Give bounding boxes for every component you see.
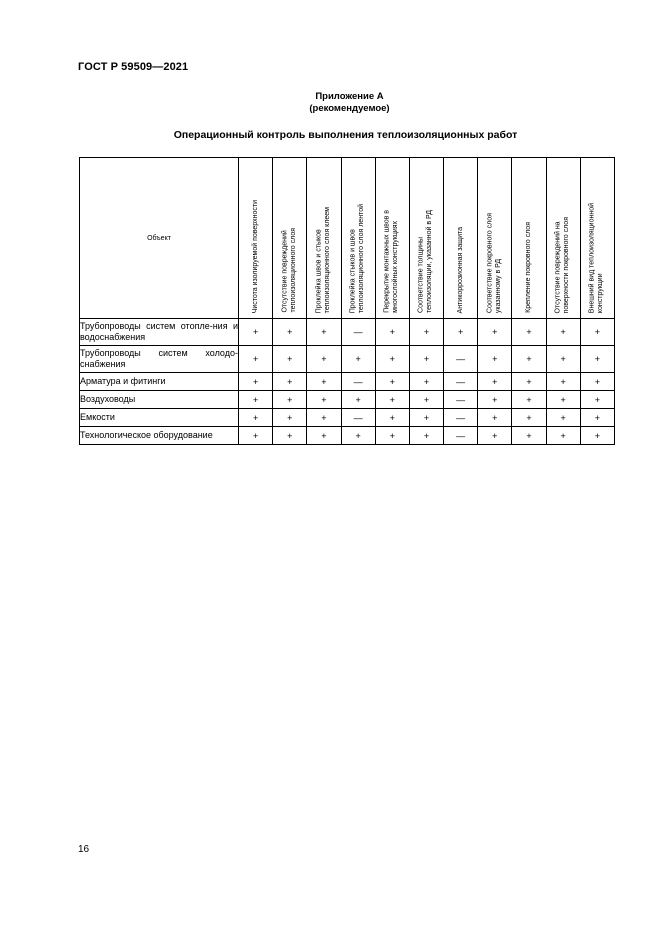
mark-cell: + (307, 319, 341, 346)
mark-cell: + (341, 391, 375, 409)
mark-cell: + (273, 409, 307, 427)
mark-cell: + (478, 427, 512, 445)
mark-cell: + (375, 409, 409, 427)
column-header-label: Чистота изолируемой поверхности (251, 199, 259, 313)
mark-cell: + (375, 319, 409, 346)
mark-cell: + (409, 409, 443, 427)
mark-cell: + (239, 373, 273, 391)
mark-cell: + (512, 319, 546, 346)
mark-cell: + (375, 391, 409, 409)
column-header (341, 158, 375, 319)
mark-cell: — (444, 373, 478, 391)
column-header-label: Проклейка швов и стыков теплоизоляционного слоя клеем (315, 206, 331, 313)
column-header-label: Крепление покровного слоя (524, 222, 532, 313)
mark-cell: + (478, 409, 512, 427)
mark-cell: + (273, 373, 307, 391)
object-cell: Трубопроводы систем отопле-ния и водоснабжения (80, 319, 239, 346)
mark-cell: + (444, 319, 478, 346)
column-header (478, 158, 512, 319)
mark-cell: + (512, 427, 546, 445)
mark-cell: + (273, 346, 307, 373)
mark-cell: + (239, 346, 273, 373)
mark-cell: + (546, 373, 580, 391)
mark-cell: + (580, 346, 614, 373)
mark-cell: + (546, 427, 580, 445)
mark-cell: — (341, 319, 375, 346)
table-row (80, 346, 615, 373)
mark-cell: + (307, 409, 341, 427)
table-row (80, 391, 615, 409)
mark-cell: + (375, 346, 409, 373)
column-header (375, 158, 409, 319)
mark-cell: + (580, 409, 614, 427)
mark-cell: + (273, 319, 307, 346)
mark-cell: + (478, 319, 512, 346)
column-header (444, 158, 478, 319)
mark-cell: + (307, 427, 341, 445)
mark-cell: — (444, 346, 478, 373)
mark-cell: + (409, 391, 443, 409)
mark-cell: + (546, 319, 580, 346)
mark-cell: + (512, 346, 546, 373)
table-title: Операционный контроль выполнения теплоизоляционных работ (173, 129, 518, 141)
mark-cell: + (409, 427, 443, 445)
mark-cell: + (239, 319, 273, 346)
mark-cell: + (478, 373, 512, 391)
table-row (80, 427, 615, 445)
table-row (80, 373, 615, 391)
column-header (273, 158, 307, 319)
document-code: ГОСТ Р 59509—2021 (78, 61, 189, 73)
mark-cell: + (546, 409, 580, 427)
mark-cell: + (307, 373, 341, 391)
column-header (307, 158, 341, 319)
mark-cell: + (273, 427, 307, 445)
annex-heading (0, 91, 661, 115)
mark-cell: + (580, 373, 614, 391)
annex-status: (рекомендуемое) (309, 103, 390, 114)
column-header (512, 158, 546, 319)
table-body (80, 319, 615, 445)
mark-cell: + (375, 373, 409, 391)
object-cell: Трубопроводы систем холодо-снабжения (80, 346, 239, 373)
mark-cell: + (409, 373, 443, 391)
column-header-label: Перекрытие монтажных швов в многослойных конструкциях (383, 210, 400, 313)
column-header-label: Соответствие толщины теплоизоляции, указанной в РД (417, 210, 434, 313)
column-header (409, 158, 443, 319)
mark-cell: — (444, 427, 478, 445)
mark-cell: + (580, 391, 614, 409)
mark-cell: + (512, 409, 546, 427)
mark-cell: + (512, 373, 546, 391)
object-cell: Емкости (80, 409, 239, 427)
operational-control-table (79, 157, 615, 445)
mark-cell: + (341, 427, 375, 445)
mark-cell: + (546, 346, 580, 373)
column-header-label: Отсутствие повреждений теплоизоляционного слоя (281, 228, 297, 313)
table-row (80, 319, 615, 346)
mark-cell: + (273, 391, 307, 409)
mark-cell: + (478, 346, 512, 373)
table-row (80, 409, 615, 427)
column-header-label: Отсутствие повреждений на поверхности покровного слоя (554, 216, 571, 313)
mark-cell: — (341, 409, 375, 427)
column-header-label: Соответствие покровного слоя указанному в РД (486, 212, 502, 313)
mark-cell: + (239, 391, 273, 409)
mark-cell: + (546, 391, 580, 409)
table-header-row (80, 158, 615, 319)
object-cell: Арматура и фитинги (80, 373, 239, 391)
mark-cell: — (341, 373, 375, 391)
mark-cell: + (341, 346, 375, 373)
mark-cell: + (580, 319, 614, 346)
mark-cell: — (444, 391, 478, 409)
column-header (580, 158, 614, 319)
mark-cell: + (239, 409, 273, 427)
mark-cell: + (409, 346, 443, 373)
mark-cell: + (307, 346, 341, 373)
column-header (546, 158, 580, 319)
mark-cell: + (512, 391, 546, 409)
mark-cell: + (239, 427, 273, 445)
column-header (239, 158, 273, 319)
mark-cell: + (409, 319, 443, 346)
mark-cell: + (478, 391, 512, 409)
page-number: 16 (78, 844, 90, 855)
column-header-label: Антикоррозионная защита (456, 226, 464, 313)
annex-label: Приложение А (315, 91, 384, 102)
object-cell: Воздуховоды (80, 391, 239, 409)
mark-cell: + (307, 391, 341, 409)
mark-cell: + (580, 427, 614, 445)
mark-cell: — (444, 409, 478, 427)
column-header-label: Внешний вид теплоизоляционной конструкции (588, 202, 605, 313)
column-header-label: Проклейка стыков и швов теплоизоляционного слоя лентой (349, 203, 366, 313)
mark-cell: + (375, 427, 409, 445)
object-cell: Технологическое оборудование (80, 427, 239, 445)
object-column-header: Объект (80, 158, 239, 319)
